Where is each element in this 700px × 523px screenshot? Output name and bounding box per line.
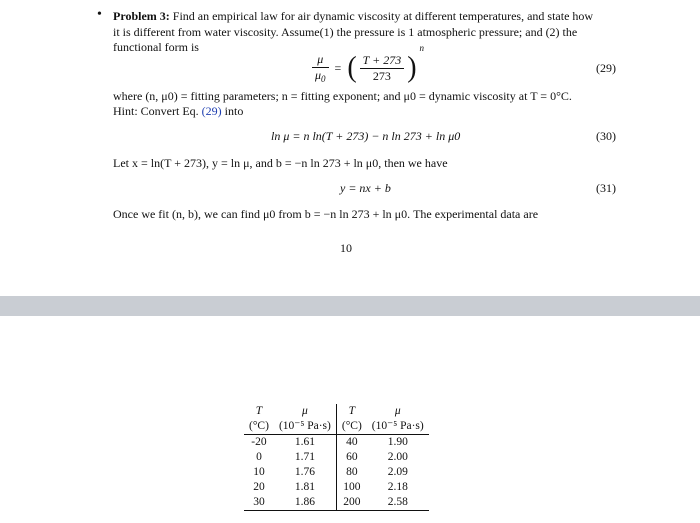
where-line-2 — [113, 103, 621, 119]
once-text: Once we fit (n, b), we can find μ0 from b = −n ln 273 + ln μ0. The experimental data are — [113, 207, 539, 221]
col-unit-t2: (°C) — [336, 419, 366, 435]
col-unit-mu1: (10⁻⁵ Pa·s) — [274, 419, 336, 435]
intro-line-1: Find an empirical law for air dynamic viscosity at different temperatures, and state how — [172, 9, 594, 23]
eq29-lhs-num: μ — [312, 52, 329, 68]
eq29-exponent: n — [419, 43, 425, 53]
eq29-lhs-fraction — [312, 52, 329, 84]
once-line — [113, 206, 621, 222]
intro-line-2-row — [113, 24, 621, 40]
bullet-icon: • — [97, 7, 102, 22]
let-text: Let x = ln(T + 273), y = ln μ, and b = −n ln 273 + ln μ0, then we have — [113, 156, 448, 170]
cell-mu2: 2.00 — [387, 451, 408, 463]
eq31-number: (31) — [596, 181, 616, 195]
col-header-mu2: μ — [394, 405, 401, 417]
cell-t1: -20 — [251, 436, 267, 448]
cell-mu2: 2.09 — [387, 466, 408, 478]
col-header-t2: T — [348, 405, 356, 417]
hint-suffix: into — [221, 104, 244, 118]
cell-t2: 100 — [343, 481, 361, 493]
table-row — [244, 495, 429, 511]
cell-t2: 80 — [346, 466, 358, 478]
cell-t2: 200 — [336, 495, 366, 511]
cell-t1: 30 — [244, 495, 274, 511]
cell-mu1: 1.81 — [274, 480, 336, 495]
eq29-lhs-den-sub: 0 — [321, 74, 326, 84]
cell-t1: 10 — [253, 466, 265, 478]
eq29-rhs-den: 273 — [372, 68, 391, 83]
where-text-1: where (n, μ0) = fitting parameters; n = fitting exponent; and μ0 = dynamic viscosity at T = 0°C. — [113, 89, 572, 103]
cell-t2: 60 — [346, 451, 358, 463]
eq29-left-paren: ( — [347, 51, 357, 84]
cell-mu2: 2.18 — [387, 481, 408, 493]
eq29-reference-link[interactable]: (29) — [201, 104, 222, 118]
equation-30: ln μ = n ln(T + 273) − n ln 273 + ln μ0 — [271, 129, 461, 143]
table-row — [244, 465, 429, 480]
hint-prefix: Hint: Convert Eq. — [113, 104, 202, 118]
eq29-rhs-num: T + 273 — [360, 53, 405, 69]
col-header-t1: T — [255, 405, 263, 417]
intro-line-2: it is different from water viscosity. Assume(1) the pressure is 1 atmospheric pressure; and (2) the — [113, 25, 578, 39]
table-units-row — [244, 419, 429, 435]
cell-mu2: 2.58 — [367, 495, 429, 511]
eq30-number: (30) — [596, 129, 616, 143]
cell-t1: 20 — [253, 481, 265, 493]
viscosity-data-table — [244, 404, 429, 511]
cell-mu1: 1.61 — [274, 435, 336, 451]
table-row — [244, 450, 429, 465]
intro-line-3: functional form is — [113, 40, 199, 54]
where-line-1 — [113, 88, 621, 104]
table-row — [244, 480, 429, 495]
eq29-right-paren: ) — [407, 51, 417, 84]
eq29-lhs-den-symbol: μ — [315, 68, 322, 82]
cell-mu1: 1.71 — [274, 450, 336, 465]
cell-t2: 40 — [346, 436, 358, 448]
equation-31: y = nx + b — [340, 181, 391, 195]
cell-mu1: 1.86 — [274, 495, 336, 511]
problem-intro — [113, 8, 621, 24]
eq29-lhs-den — [312, 68, 329, 84]
cell-mu1: 1.76 — [274, 465, 336, 480]
cell-mu2: 1.90 — [387, 436, 408, 448]
cell-t1: 0 — [256, 451, 262, 463]
page-number: 10 — [340, 241, 352, 255]
table-header-row — [244, 404, 429, 419]
page-separator — [0, 296, 700, 316]
table-row — [244, 435, 429, 451]
col-unit-mu2: (10⁻⁵ Pa·s) — [367, 419, 429, 435]
col-header-mu1: μ — [274, 404, 336, 419]
eq29-number: (29) — [596, 61, 616, 75]
col-unit-t1: (°C) — [244, 419, 274, 435]
eq29-rhs-fraction — [360, 53, 405, 84]
equation-29 — [312, 43, 425, 84]
let-line — [113, 155, 621, 171]
eq29-equals: = — [334, 61, 342, 75]
problem-label: Problem 3: — [113, 9, 170, 23]
